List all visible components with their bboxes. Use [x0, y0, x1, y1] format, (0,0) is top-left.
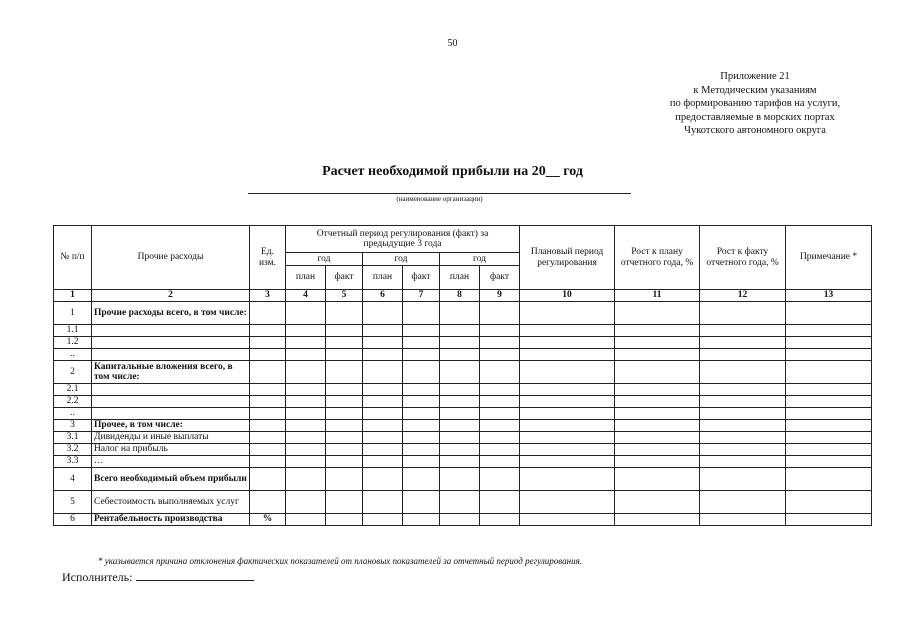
- row-name: Всего необходимый объем прибыли: [92, 468, 250, 491]
- value-cell: [615, 420, 700, 432]
- value-cell: [286, 408, 326, 420]
- value-cell: [286, 514, 326, 526]
- header-growth-plan: Рост к плану отчетного года, %: [615, 226, 700, 290]
- value-cell: [615, 384, 700, 396]
- value-cell: [480, 468, 520, 491]
- value-cell: [480, 456, 520, 468]
- value-cell: [403, 302, 440, 325]
- value-cell: [326, 468, 363, 491]
- value-cell: [615, 361, 700, 384]
- header-year: год: [440, 253, 520, 266]
- row-number: 3.1: [54, 432, 92, 444]
- value-cell: [520, 491, 615, 514]
- value-cell: [403, 361, 440, 384]
- value-cell: [326, 456, 363, 468]
- table-row: [54, 384, 872, 396]
- table-row: [54, 349, 872, 361]
- value-cell: [326, 361, 363, 384]
- value-cell: [615, 432, 700, 444]
- value-cell: [363, 302, 403, 325]
- value-cell: [700, 396, 786, 408]
- value-cell: [326, 325, 363, 337]
- value-cell: [520, 514, 615, 526]
- value-cell: [440, 491, 480, 514]
- row-name: [92, 408, 250, 420]
- value-cell: [480, 514, 520, 526]
- header-plan: план: [440, 266, 480, 290]
- value-cell: [520, 302, 615, 325]
- value-cell: [440, 361, 480, 384]
- value-cell: [520, 325, 615, 337]
- value-cell: [286, 349, 326, 361]
- row-name: [92, 349, 250, 361]
- value-cell: [786, 444, 872, 456]
- organization-caption: (наименование организации): [396, 195, 483, 203]
- column-number: 3: [250, 290, 286, 302]
- value-cell: [286, 302, 326, 325]
- row-unit: [250, 361, 286, 384]
- value-cell: [615, 337, 700, 349]
- value-cell: [480, 420, 520, 432]
- table-row: [54, 514, 872, 526]
- footnote: * указывается причина отклонения фактических показателей от плановых показателей за отчетный период регулирования.: [98, 556, 583, 566]
- value-cell: [615, 396, 700, 408]
- value-cell: [286, 468, 326, 491]
- row-name: Дивиденды и иные выплаты: [92, 432, 250, 444]
- column-number: 7: [403, 290, 440, 302]
- value-cell: [440, 420, 480, 432]
- header-expenses: Прочие расходы: [92, 226, 250, 290]
- value-cell: [403, 349, 440, 361]
- value-cell: [615, 468, 700, 491]
- appendix-line: Чукотского автономного округа: [684, 125, 826, 136]
- row-unit: [250, 456, 286, 468]
- row-number: 3.2: [54, 444, 92, 456]
- table-row: [54, 491, 872, 514]
- value-cell: [403, 420, 440, 432]
- value-cell: [286, 361, 326, 384]
- row-number: 3: [54, 420, 92, 432]
- value-cell: [286, 384, 326, 396]
- value-cell: [286, 444, 326, 456]
- value-cell: [786, 337, 872, 349]
- value-cell: [520, 349, 615, 361]
- header-plan: план: [363, 266, 403, 290]
- header-year: год: [363, 253, 440, 266]
- value-cell: [786, 384, 872, 396]
- table-row: [54, 396, 872, 408]
- column-number: 11: [615, 290, 700, 302]
- row-unit: [250, 302, 286, 325]
- value-cell: [615, 514, 700, 526]
- row-name: [92, 325, 250, 337]
- value-cell: [700, 432, 786, 444]
- value-cell: [700, 361, 786, 384]
- value-cell: [480, 491, 520, 514]
- value-cell: [480, 337, 520, 349]
- value-cell: [286, 396, 326, 408]
- row-unit: [250, 420, 286, 432]
- row-name: Прочее, в том числе:: [92, 420, 250, 432]
- header-growth-fact: Рост к факту отчетного года, %: [700, 226, 786, 290]
- value-cell: [403, 432, 440, 444]
- value-cell: [326, 444, 363, 456]
- row-name: [92, 337, 250, 349]
- value-cell: [520, 456, 615, 468]
- profit-table: [53, 225, 872, 526]
- executor: [62, 570, 254, 585]
- value-cell: [363, 491, 403, 514]
- appendix-line: Приложение 21: [720, 71, 790, 82]
- value-cell: [786, 302, 872, 325]
- value-cell: [520, 408, 615, 420]
- table-row: [54, 325, 872, 337]
- value-cell: [520, 361, 615, 384]
- value-cell: [326, 302, 363, 325]
- row-unit: [250, 349, 286, 361]
- row-number: 2: [54, 361, 92, 384]
- value-cell: [363, 456, 403, 468]
- value-cell: [520, 432, 615, 444]
- value-cell: [786, 361, 872, 384]
- value-cell: [363, 384, 403, 396]
- value-cell: [700, 456, 786, 468]
- row-name: …: [92, 456, 250, 468]
- value-cell: [403, 337, 440, 349]
- column-number: 5: [326, 290, 363, 302]
- executor-label: Исполнитель:: [62, 570, 133, 584]
- value-cell: [363, 468, 403, 491]
- value-cell: [615, 408, 700, 420]
- column-number-row: [54, 290, 872, 302]
- table-row: [54, 432, 872, 444]
- value-cell: [520, 337, 615, 349]
- table-row: [54, 456, 872, 468]
- value-cell: [326, 384, 363, 396]
- value-cell: [786, 349, 872, 361]
- value-cell: [700, 444, 786, 456]
- header-fact: факт: [480, 266, 520, 290]
- value-cell: [480, 384, 520, 396]
- value-cell: [786, 514, 872, 526]
- header-reporting-period: Отчетный период регулирования (факт) за предыдущие 3 года: [286, 226, 520, 253]
- value-cell: [363, 396, 403, 408]
- column-number: 4: [286, 290, 326, 302]
- row-number: 2.2: [54, 396, 92, 408]
- value-cell: [403, 456, 440, 468]
- row-number: 5: [54, 491, 92, 514]
- value-cell: [700, 337, 786, 349]
- value-cell: [286, 337, 326, 349]
- header-num: № п/п: [54, 226, 92, 290]
- value-cell: [363, 361, 403, 384]
- value-cell: [440, 514, 480, 526]
- value-cell: [363, 325, 403, 337]
- row-number: 1.2: [54, 337, 92, 349]
- value-cell: [326, 491, 363, 514]
- row-name: Капитальные вложения всего, в том числе:: [92, 361, 250, 384]
- value-cell: [403, 468, 440, 491]
- row-number: 6: [54, 514, 92, 526]
- value-cell: [786, 420, 872, 432]
- value-cell: [786, 396, 872, 408]
- column-number: 13: [786, 290, 872, 302]
- value-cell: [363, 420, 403, 432]
- value-cell: [363, 514, 403, 526]
- row-unit: [250, 468, 286, 491]
- value-cell: [403, 491, 440, 514]
- table-row: [54, 408, 872, 420]
- value-cell: [326, 349, 363, 361]
- value-cell: [480, 325, 520, 337]
- column-number: 12: [700, 290, 786, 302]
- value-cell: [615, 444, 700, 456]
- value-cell: [440, 432, 480, 444]
- value-cell: [520, 396, 615, 408]
- row-name: [92, 384, 250, 396]
- row-number: 1.1: [54, 325, 92, 337]
- row-unit: [250, 444, 286, 456]
- signature-line: [136, 571, 254, 581]
- value-cell: [520, 468, 615, 491]
- value-cell: [480, 432, 520, 444]
- value-cell: [700, 325, 786, 337]
- value-cell: [286, 491, 326, 514]
- table-row: [54, 302, 872, 325]
- column-number: 1: [54, 290, 92, 302]
- row-name: Налог на прибыль: [92, 444, 250, 456]
- table-row: [54, 361, 872, 384]
- appendix-line: предоставляемые в морских портах: [675, 111, 835, 123]
- value-cell: [440, 456, 480, 468]
- page-number: 50: [447, 38, 458, 49]
- row-name: Себестоимость выполняемых услуг: [92, 491, 250, 514]
- value-cell: [363, 432, 403, 444]
- value-cell: [440, 396, 480, 408]
- value-cell: [440, 325, 480, 337]
- table-row: [54, 468, 872, 491]
- row-unit: [250, 408, 286, 420]
- value-cell: [700, 420, 786, 432]
- value-cell: [440, 337, 480, 349]
- value-cell: [520, 444, 615, 456]
- value-cell: [615, 491, 700, 514]
- row-name: Рентабельность производства: [92, 514, 250, 526]
- value-cell: [700, 514, 786, 526]
- header-note: Примечание *: [786, 226, 872, 290]
- value-cell: [403, 444, 440, 456]
- value-cell: [403, 384, 440, 396]
- value-cell: [700, 468, 786, 491]
- value-cell: [786, 456, 872, 468]
- value-cell: [403, 514, 440, 526]
- table-row: [54, 420, 872, 432]
- column-number: 9: [480, 290, 520, 302]
- header-unit: Ед. изм.: [250, 226, 286, 290]
- row-number: ..: [54, 349, 92, 361]
- header-year: год: [286, 253, 363, 266]
- value-cell: [363, 444, 403, 456]
- value-cell: [480, 408, 520, 420]
- row-unit: [250, 325, 286, 337]
- header-fact: факт: [403, 266, 440, 290]
- value-cell: [326, 432, 363, 444]
- value-cell: [786, 491, 872, 514]
- value-cell: [326, 408, 363, 420]
- value-cell: [700, 349, 786, 361]
- row-unit: [250, 432, 286, 444]
- value-cell: [403, 396, 440, 408]
- value-cell: [326, 514, 363, 526]
- value-cell: [700, 408, 786, 420]
- value-cell: [363, 337, 403, 349]
- column-number: 10: [520, 290, 615, 302]
- document-title: Расчет необходимой прибыли на 20__ год: [322, 164, 583, 179]
- column-number: 2: [92, 290, 250, 302]
- value-cell: [520, 420, 615, 432]
- value-cell: [480, 302, 520, 325]
- value-cell: [286, 420, 326, 432]
- row-unit: [250, 337, 286, 349]
- value-cell: [700, 302, 786, 325]
- value-cell: [480, 349, 520, 361]
- value-cell: [286, 456, 326, 468]
- value-cell: [286, 432, 326, 444]
- value-cell: [363, 349, 403, 361]
- value-cell: [440, 349, 480, 361]
- value-cell: [326, 396, 363, 408]
- column-number: 8: [440, 290, 480, 302]
- value-cell: [326, 420, 363, 432]
- row-unit: [250, 396, 286, 408]
- table-row: [54, 444, 872, 456]
- column-number: 6: [363, 290, 403, 302]
- value-cell: [480, 396, 520, 408]
- value-cell: [480, 444, 520, 456]
- value-cell: [615, 325, 700, 337]
- header-plan: план: [286, 266, 326, 290]
- value-cell: [440, 444, 480, 456]
- appendix-block: [620, 70, 890, 138]
- value-cell: [786, 408, 872, 420]
- row-unit: [250, 384, 286, 396]
- value-cell: [403, 325, 440, 337]
- row-number: 4: [54, 468, 92, 491]
- row-number: 1: [54, 302, 92, 325]
- value-cell: [615, 349, 700, 361]
- value-cell: [615, 456, 700, 468]
- value-cell: [440, 384, 480, 396]
- value-cell: [286, 325, 326, 337]
- value-cell: [700, 384, 786, 396]
- value-cell: [326, 337, 363, 349]
- table-row: [54, 337, 872, 349]
- value-cell: [440, 468, 480, 491]
- value-cell: [615, 302, 700, 325]
- appendix-line: к Методическим указаниям: [693, 84, 817, 96]
- header-planned-period: Плановый период регулирования: [520, 226, 615, 290]
- value-cell: [786, 468, 872, 491]
- row-name: [92, 396, 250, 408]
- value-cell: [786, 325, 872, 337]
- value-cell: [363, 408, 403, 420]
- row-number: ..: [54, 408, 92, 420]
- row-name: Прочие расходы всего, в том числе:: [92, 302, 250, 325]
- row-number: 3.3: [54, 456, 92, 468]
- value-cell: [403, 408, 440, 420]
- value-cell: [700, 491, 786, 514]
- row-unit: [250, 491, 286, 514]
- row-number: 2.1: [54, 384, 92, 396]
- value-cell: [440, 408, 480, 420]
- value-cell: [440, 302, 480, 325]
- value-cell: [480, 361, 520, 384]
- value-cell: [520, 384, 615, 396]
- value-cell: [786, 432, 872, 444]
- organization-line: [248, 193, 631, 194]
- appendix-line: по формированию тарифов на услуги,: [669, 98, 841, 109]
- header-fact: факт: [326, 266, 363, 290]
- row-unit: %: [250, 514, 286, 526]
